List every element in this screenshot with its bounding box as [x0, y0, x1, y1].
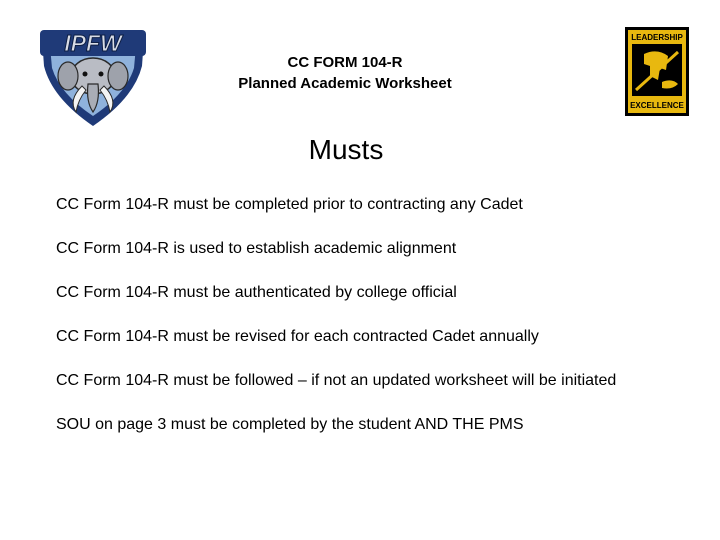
- section-title: [0, 132, 720, 168]
- rotc-logo: [622, 24, 692, 120]
- list-item: CC Form 104-R is used to establish academic alignment: [56, 240, 457, 257]
- worksheet-header: [190, 52, 500, 94]
- list-item: CC Form 104-R must be authenticated by college official: [56, 284, 457, 301]
- form-number: CC FORM 104-R: [287, 54, 403, 71]
- musts-list: [56, 193, 616, 457]
- form-title: Planned Academic Worksheet: [238, 75, 452, 92]
- section-title-text: Musts: [308, 134, 384, 165]
- ipfw-logo: [38, 20, 148, 128]
- list-item: SOU on page 3 must be completed by the student AND THE PMS: [56, 416, 524, 433]
- excellence-text: EXCELLENCE: [630, 101, 684, 110]
- mastodon-mascot-icon: [38, 20, 148, 128]
- list-item: CC Form 104-R must be followed – if not an updated worksheet will be initiated: [56, 372, 617, 389]
- svg-text:IPFW: IPFW: [64, 30, 122, 56]
- list-item: CC Form 104-R must be completed prior to contracting any Cadet: [56, 196, 523, 213]
- list-item: CC Form 104-R must be revised for each contracted Cadet annually: [56, 328, 539, 345]
- leadership-text: LEADERSHIP: [631, 33, 683, 42]
- rotc-shield-icon: [622, 24, 692, 120]
